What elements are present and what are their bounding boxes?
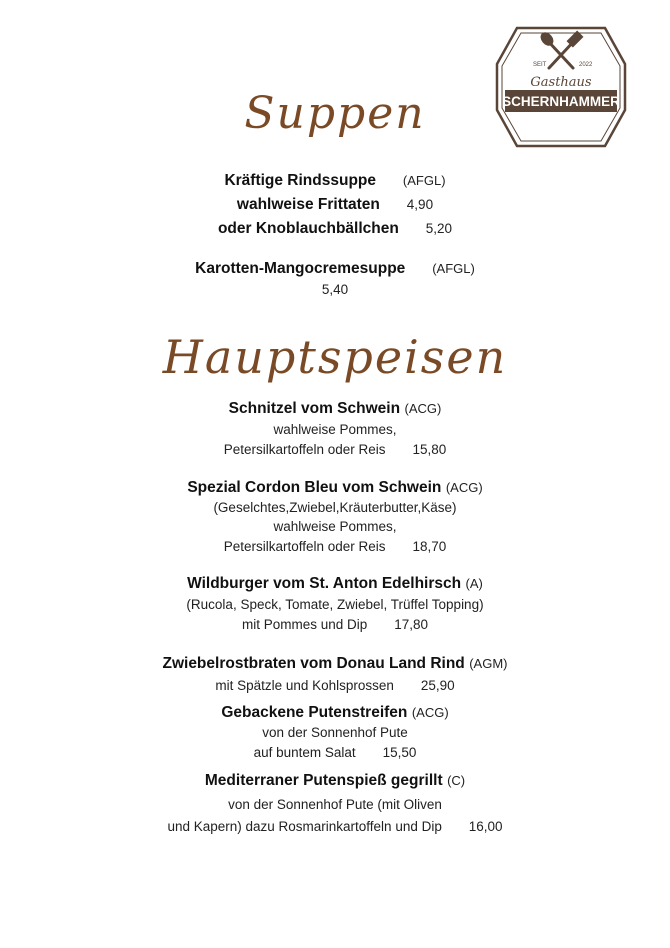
item-price: 15,50 (382, 745, 417, 760)
menu-item-karotten (0, 260, 670, 278)
menu-item-frittaten (0, 196, 670, 214)
section-title-suppen: Suppen (244, 88, 426, 139)
item-desc-price (0, 744, 670, 762)
item-desc-price (0, 616, 670, 634)
menu-item-schnitzel (0, 400, 670, 418)
item-name: Wildburger vom St. Anton Edelhirsch (187, 575, 462, 592)
item-desc: mit Spätzle und Kohlsprossen (215, 678, 394, 693)
item-desc-price (0, 818, 670, 836)
item-allergens: (A) (465, 576, 483, 591)
item-name: Zwiebelrostbraten vom Donau Land Rind (162, 655, 465, 672)
item-price: 17,80 (394, 617, 428, 632)
menu-item-cordon-bleu (0, 479, 670, 497)
item-price: 18,70 (412, 539, 447, 554)
item-price: 15,80 (412, 442, 447, 457)
item-name: Karotten-Mangocremesuppe (195, 260, 406, 277)
item-allergens: (ACG) (445, 480, 483, 495)
item-price: 25,90 (420, 678, 455, 693)
item-name: oder Knoblauchbällchen (217, 220, 399, 237)
item-price: 16,00 (468, 819, 503, 834)
item-price-karotten: 5,40 (321, 282, 349, 297)
item-allergens: (C) (447, 773, 466, 788)
item-desc: und Kapern) dazu Rosmarinkartoffeln und Dip (167, 819, 442, 834)
item-desc: von der Sonnenhof Pute (262, 725, 408, 740)
item-name: Schnitzel vom Schwein (228, 400, 401, 417)
item-allergens: (ACG) (404, 401, 442, 416)
item-desc: wahlweise Pommes, (273, 422, 397, 437)
item-allergens: (AFGL) (402, 173, 446, 188)
section-title-hauptspeisen: Hauptspeisen (162, 330, 508, 384)
item-name: Gebackene Putenstreifen (221, 704, 408, 721)
item-price: 4,90 (406, 197, 434, 212)
item-desc: wahlweise Pommes, (273, 519, 397, 534)
item-price: 5,20 (425, 221, 453, 236)
item-allergens: (ACG) (411, 705, 449, 720)
menu-item-putenspiess (0, 772, 670, 790)
item-desc: Petersilkartoffeln oder Reis (223, 539, 386, 554)
item-desc-price (0, 441, 670, 459)
menu-item-rindssuppe (0, 172, 670, 190)
item-allergens: (AGM) (469, 656, 508, 671)
item-desc: mit Pommes und Dip (242, 617, 368, 632)
item-desc-price (0, 538, 670, 556)
item-desc: auf buntem Salat (253, 745, 356, 760)
menu-item-knoblauch (0, 220, 670, 238)
menu-item-wildburger (0, 575, 670, 593)
item-name: Kräftige Rindssuppe (224, 172, 377, 189)
menu-item-rostbraten (0, 655, 670, 673)
logo-year: 2022 (579, 62, 593, 68)
item-name: wahlweise Frittaten (236, 196, 380, 213)
item-desc-price (0, 677, 670, 695)
menu-item-putenstreifen (0, 704, 670, 722)
logo-name: SCHERNHAMMER (502, 94, 620, 109)
item-desc: von der Sonnenhof Pute (mit Oliven (228, 797, 442, 812)
item-desc: (Geselchtes,Zwiebel,Kräuterbutter,Käse) (213, 500, 457, 515)
logo-seit: SEIT (533, 62, 547, 68)
item-desc: Petersilkartoffeln oder Reis (223, 442, 386, 457)
logo-script: Gasthaus (530, 75, 592, 90)
item-name: Mediterraner Putenspieß gegrillt (204, 772, 443, 789)
item-desc: (Rucola, Speck, Tomate, Zwiebel, Trüffel Topping) (186, 597, 484, 612)
item-name: Spezial Cordon Bleu vom Schwein (187, 479, 442, 496)
item-allergens: (AFGL) (432, 261, 475, 276)
